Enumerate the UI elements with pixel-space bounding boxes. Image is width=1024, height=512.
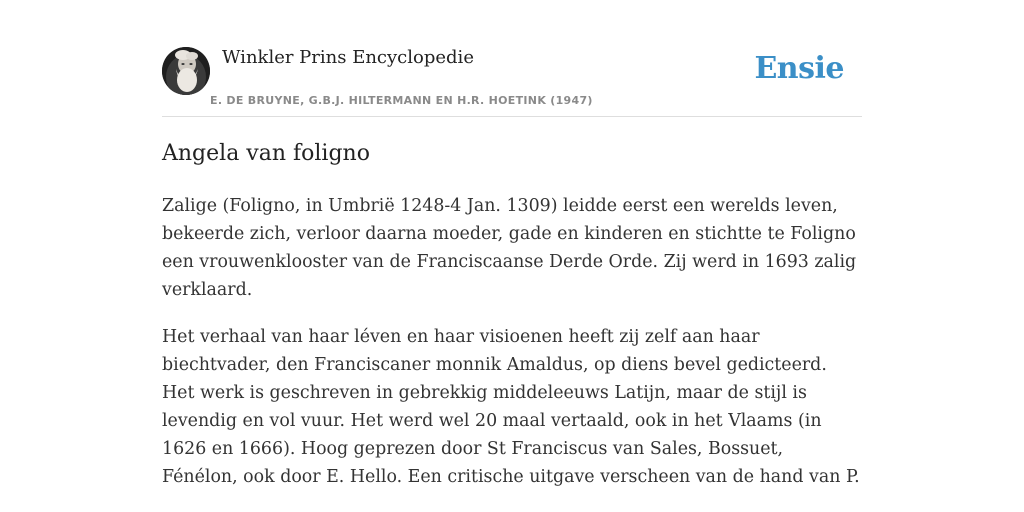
source-authors: E. DE BRUYNE, G.B.J. HILTERMANN EN H.R. HOETINK (1947) xyxy=(210,94,593,107)
ensie-logo-link[interactable]: Ensie xyxy=(754,51,844,86)
article-paragraph: Het verhaal van haar léven en haar visioenen heeft zij zelf aan haar biechtvader, den Franciscaner monnik Amaldus, op diens bevel gedicteerd. Het werk is geschreven in gebrekkig middeleeuws Latijn, maar de stijl is levendig en vol vuur. Het werd wel 20 maal vertaald, ook in het Vlaams (in 1626 en 1666). Hoog geprezen door St Franciscus van Sales, Bossuet, Fénélon, ook door E. Hello. Een critische uitgave verscheen van de hand van P. xyxy=(162,327,860,487)
source-header xyxy=(162,44,862,117)
article-title: Angela van foligno xyxy=(162,141,370,166)
article-paragraph: Zalige (Foligno, in Umbrië 1248-4 Jan. 1309) leidde eerst een werelds leven, bekeerde zich, verloor daarna moeder, gade en kinderen en stichtte te Foligno een vrouwenklooster van de Franciscaanse Derde Orde. Zij werd in 1693 zalig verklaard. xyxy=(162,196,857,300)
author-avatar[interactable] xyxy=(162,47,210,95)
source-title[interactable]: Winkler Prins Encyclopedie xyxy=(222,47,474,68)
article-body xyxy=(162,192,862,491)
bearded-man-portrait-icon xyxy=(162,47,210,95)
article xyxy=(162,139,862,491)
